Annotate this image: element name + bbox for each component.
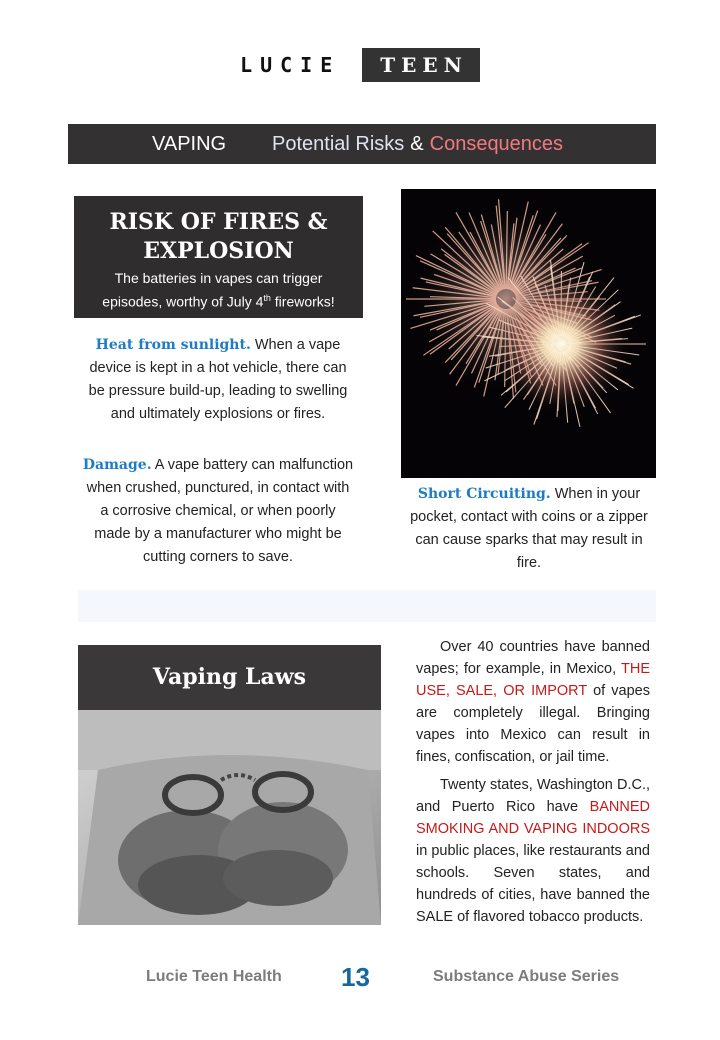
laws-p1-b: of vapes are completely illegal. Bringing vapes into Mexico can result in fines, confiscation, or jail time.	[416, 683, 650, 765]
fire-risk-box	[74, 196, 363, 318]
laws-paragraph-1	[416, 636, 650, 768]
laws-p2-a: Twenty states, Washington D.C., and Puerto Rico have	[416, 777, 650, 815]
handcuffs-image	[78, 710, 381, 925]
short-keyword: Short Circuiting.	[417, 486, 551, 502]
laws-p1-highlight: THE USE, SALE, OR IMPORT	[416, 661, 650, 699]
fire-sub-end: fireworks!	[270, 293, 335, 310]
footer-series: Substance Abuse Series	[433, 968, 620, 985]
laws-paragraph-2	[416, 774, 650, 928]
damage-keyword: Damage.	[82, 457, 152, 473]
logo	[0, 48, 720, 82]
fire-risk-subtitle	[74, 268, 363, 312]
logo-lucie: LUCIE	[240, 53, 341, 77]
fireworks-image	[401, 189, 656, 478]
damage-paragraph	[82, 454, 354, 569]
damage-text: A vape battery can malfunction when crushed, punctured, in contact with a corrosive chemical, or when poorly made by a manufacturer who might be cutting corners to save.	[86, 457, 354, 565]
short-text: When in your pocket, contact with coins or a zipper can cause sparks that may result in fire.	[410, 486, 648, 571]
laws-p2-highlight: BANNED SMOKING AND VAPING INDOORS	[416, 799, 650, 837]
logo-teen: TEEN	[362, 48, 480, 82]
fire-sub-text: The batteries in vapes can trigger episodes, worthy of July 4	[102, 270, 323, 310]
fire-risk-title: RISK OF FIRES & EXPLOSION	[109, 209, 328, 264]
laws-p1-a: Over 40 countries have banned vapes; for example, in Mexico,	[416, 639, 650, 677]
vaping-laws-header	[78, 645, 381, 710]
banner-topic: VAPING	[152, 132, 227, 155]
laws-p2-b: in public places, like restaurants and schools. Seven states, and hundreds of cities, have banned the SALE of flavored tobacco products.	[416, 843, 650, 925]
footer-publication: Lucie Teen Health	[146, 968, 282, 985]
heat-keyword: Heat from sunlight.	[95, 337, 251, 353]
short-circuit-paragraph	[402, 483, 656, 575]
banner-risks: Potential Risks	[272, 132, 405, 155]
handcuffs-graphic	[78, 710, 381, 925]
banner-consequences: Consequences	[429, 132, 564, 155]
heat-paragraph	[82, 334, 354, 426]
page-footer	[0, 962, 720, 996]
banner-amp: &	[410, 132, 424, 155]
vaping-laws-title: Vaping Laws	[152, 664, 307, 690]
heat-text: When a vape device is kept in a hot vehicle, there can be pressure build-up, leading to swelling and ultimately explosions or fires.	[88, 337, 348, 422]
section-banner	[68, 124, 656, 164]
page-number: 13	[341, 962, 370, 992]
fire-sub-sup: th	[263, 293, 271, 303]
fireworks-graphic	[401, 189, 656, 478]
vaping-laws-text	[416, 636, 650, 934]
divider-band	[78, 590, 656, 622]
